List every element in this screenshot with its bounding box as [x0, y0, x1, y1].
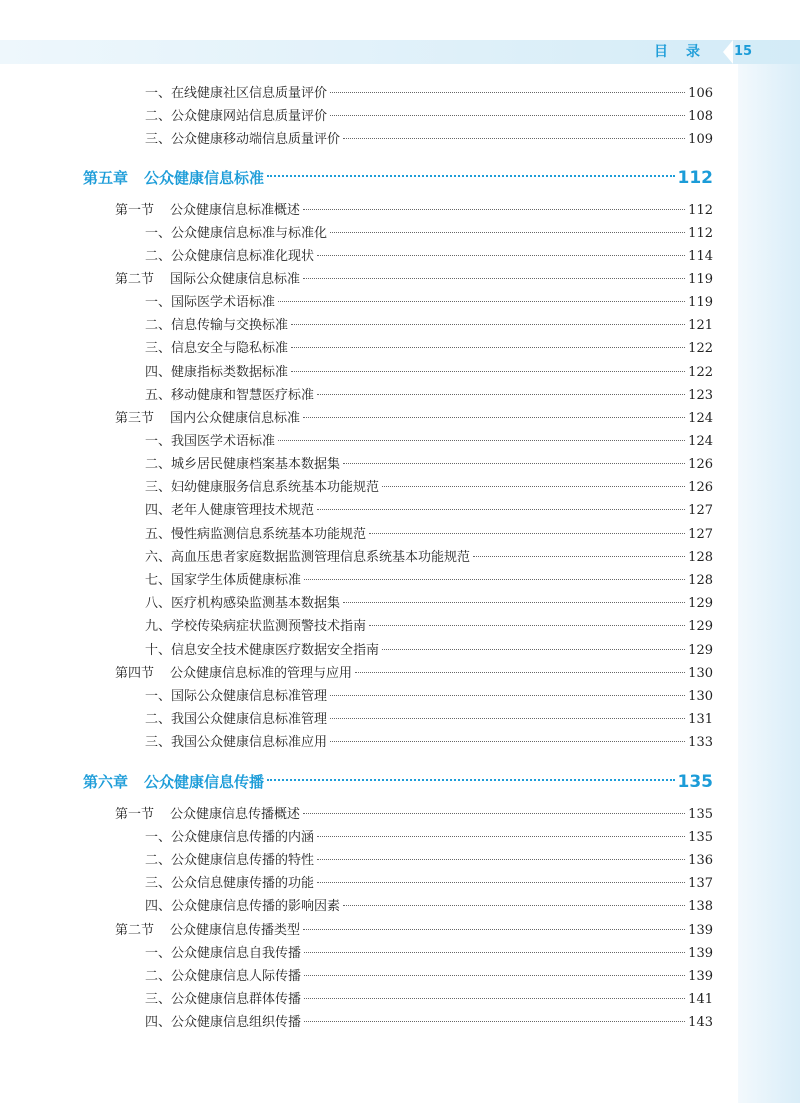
toc-item-entry: [145, 431, 713, 453]
toc-entry-title: 十、信息安全技术健康医疗数据安全指南: [145, 643, 380, 658]
toc-entry-title: 公众健康信息标准的管理与应用: [170, 666, 353, 681]
toc-entry-title: 八、医疗机构感染监测基本数据集: [145, 596, 341, 611]
dot-leader: [317, 836, 685, 837]
toc-entry-number: 第一节: [115, 807, 155, 822]
toc-entry-title: 六、高血压患者家庭数据监测管理信息系统基本功能规范: [145, 550, 471, 565]
toc-entry-page: 119: [688, 295, 713, 310]
dot-leader: [304, 975, 685, 976]
toc-item-entry: [145, 640, 713, 662]
toc-item-entry: [145, 873, 713, 895]
dot-leader: [330, 695, 685, 696]
toc-entry-page: 126: [688, 457, 713, 472]
toc-entry-page: 129: [688, 619, 713, 634]
toc-item-entry: [145, 827, 713, 849]
toc-entry-title: 五、移动健康和智慧医疗标准: [145, 388, 315, 403]
toc-entry-page: 130: [688, 666, 713, 681]
toc-entry-title: 二、公众健康信息传播的特性: [145, 853, 315, 868]
toc-item-entry: [145, 896, 713, 918]
toc-entry-page: 108: [688, 109, 713, 124]
toc-entry-title: 二、城乡居民健康档案基本数据集: [145, 457, 341, 472]
toc-item-entry: [145, 547, 713, 569]
toc-entry-title: 三、信息安全与隐私标准: [145, 341, 289, 356]
toc-entry-page: 139: [688, 946, 713, 961]
toc-entry-page: 141: [688, 992, 713, 1007]
toc-entry-page: 119: [688, 272, 713, 287]
toc-entry-page: 123: [688, 388, 713, 403]
toc-item-entry: [145, 732, 713, 754]
toc-entry-title: 一、公众健康信息标准与标准化: [145, 226, 328, 241]
toc-section-entry: [115, 408, 713, 430]
toc-item-entry: [145, 686, 713, 708]
toc-entry-title: 国内公众健康信息标准: [170, 411, 301, 426]
toc-item-entry: [145, 850, 713, 872]
toc-entry-title: 五、慢性病监测信息系统基本功能规范: [145, 527, 367, 542]
toc-entry-title: 公众健康信息传播概述: [170, 807, 301, 822]
right-margin-band: [738, 64, 800, 1103]
dot-leader: [369, 625, 685, 626]
toc-entry-page: 126: [688, 480, 713, 495]
toc-entry-page: 121: [688, 318, 713, 333]
toc-section-entry: [115, 920, 713, 942]
toc-entry-title: 三、我国公众健康信息标准应用: [145, 735, 328, 750]
toc-entry-page: 139: [688, 969, 713, 984]
toc-entry-title: 一、我国医学术语标准: [145, 434, 276, 449]
toc-entry-title: 三、公众健康信息群体传播: [145, 992, 302, 1007]
toc-entry-title: 九、学校传染病症状监测预警技术指南: [145, 619, 367, 634]
toc-entry-number: 第三节: [115, 411, 155, 426]
dot-leader: [304, 1021, 685, 1022]
toc-entry-title: 一、公众健康信息自我传播: [145, 946, 302, 961]
dot-leader: [267, 779, 674, 781]
dot-leader: [330, 741, 685, 742]
dot-leader: [382, 649, 685, 650]
dot-leader: [343, 905, 685, 906]
dot-leader: [343, 463, 685, 464]
toc-entry-page: 129: [688, 596, 713, 611]
dot-leader: [330, 232, 685, 233]
toc-entry-title: 二、公众健康网站信息质量评价: [145, 109, 328, 124]
toc-section-entry: [115, 269, 713, 291]
toc-entry-title: 三、妇幼健康服务信息系统基本功能规范: [145, 480, 380, 495]
toc-item-entry: [145, 129, 713, 151]
toc-entry-page: 135: [688, 807, 713, 822]
toc-entry-title: 四、公众健康信息传播的影响因素: [145, 899, 341, 914]
toc-chapter-entry: [83, 164, 713, 192]
running-header-title: 目录: [654, 44, 718, 60]
dot-leader: [278, 440, 685, 441]
dot-leader: [304, 998, 685, 999]
toc-entry-page: 122: [688, 341, 713, 356]
toc-entry-number: 第二节: [115, 272, 155, 287]
toc-entry-title: 一、国际医学术语标准: [145, 295, 276, 310]
toc-entry-title: 七、国家学生体质健康标准: [145, 573, 302, 588]
dot-leader: [317, 509, 685, 510]
toc-item-entry: [145, 966, 713, 988]
toc-entry-page: 139: [688, 923, 713, 938]
toc-entry-title: 一、在线健康社区信息质量评价: [145, 86, 328, 101]
toc-entry-page: 138: [688, 899, 713, 914]
toc-item-entry: [145, 616, 713, 638]
toc-entry-page: 136: [688, 853, 713, 868]
toc-entry-page: 112: [688, 226, 713, 241]
toc-entry-page: 130: [688, 689, 713, 704]
toc-entry-title: 公众健康信息标准: [144, 169, 265, 187]
toc-entry-title: 三、公众健康移动端信息质量评价: [145, 132, 341, 147]
dot-leader: [291, 371, 685, 372]
dot-leader: [303, 813, 685, 814]
toc-item-entry: [145, 989, 713, 1011]
toc-item-entry: [145, 83, 713, 105]
toc-section-entry: [115, 804, 713, 826]
dot-leader: [291, 324, 685, 325]
toc-entry-page: 131: [688, 712, 713, 727]
toc-entry-title: 公众健康信息标准概述: [170, 203, 301, 218]
toc-entry-title: 二、信息传输与交换标准: [145, 318, 289, 333]
toc-entry-title: 一、公众健康信息传播的内涵: [145, 830, 315, 845]
toc-entry-page: 106: [688, 86, 713, 101]
toc-entry-page: 135: [688, 830, 713, 845]
toc-section-entry: [115, 200, 713, 222]
toc-item-entry: [145, 454, 713, 476]
toc-entry-page: 112: [688, 203, 713, 218]
toc-entry-number: 第一节: [115, 203, 155, 218]
dot-leader: [303, 929, 685, 930]
dot-leader: [355, 672, 685, 673]
dot-leader: [317, 255, 685, 256]
dot-leader: [382, 486, 685, 487]
dot-leader: [291, 347, 685, 348]
toc-item-entry: [145, 709, 713, 731]
toc-entry-page: 127: [688, 527, 713, 542]
dot-leader: [303, 417, 685, 418]
dot-leader: [304, 952, 685, 953]
toc-item-entry: [145, 106, 713, 128]
toc-item-entry: [145, 246, 713, 268]
toc-entry-title: 四、公众健康信息组织传播: [145, 1015, 302, 1030]
toc-chapter-entry: [83, 768, 713, 796]
dot-leader: [343, 602, 685, 603]
toc-item-entry: [145, 1012, 713, 1034]
toc-item-entry: [145, 338, 713, 360]
dot-leader: [317, 882, 685, 883]
toc-entry-number: 第二节: [115, 923, 155, 938]
header-chevron-decoration: [723, 40, 733, 64]
toc-entry-page: 133: [688, 735, 713, 750]
dot-leader: [343, 138, 685, 139]
toc-entry-title: 一、国际公众健康信息标准管理: [145, 689, 328, 704]
toc-entry-title: 四、老年人健康管理技术规范: [145, 503, 315, 518]
toc-entry-page: 109: [688, 132, 713, 147]
toc-section-entry: [115, 663, 713, 685]
dot-leader: [330, 115, 685, 116]
dot-leader: [278, 301, 685, 302]
toc-entry-number: 第四节: [115, 666, 155, 681]
toc-entry-page: 124: [688, 411, 713, 426]
toc-entry-page: 128: [688, 573, 713, 588]
toc-item-entry: [145, 524, 713, 546]
dot-leader: [369, 533, 685, 534]
toc-entry-title: 三、公众信息健康传播的功能: [145, 876, 315, 891]
toc-entry-number: 第六章: [83, 773, 129, 791]
toc-entry-title: 二、公众健康信息标准化现状: [145, 249, 315, 264]
toc-entry-page: 135: [677, 772, 713, 792]
dot-leader: [267, 175, 674, 177]
toc-entry-page: 127: [688, 503, 713, 518]
toc-entry-title: 公众健康信息传播类型: [170, 923, 301, 938]
toc-entry-page: 129: [688, 643, 713, 658]
toc-item-entry: [145, 500, 713, 522]
toc-entry-title: 公众健康信息传播: [144, 773, 265, 791]
dot-leader: [303, 209, 685, 210]
dot-leader: [317, 394, 685, 395]
toc-entry-title: 二、我国公众健康信息标准管理: [145, 712, 328, 727]
toc-entry-title: 二、公众健康信息人际传播: [145, 969, 302, 984]
dot-leader: [304, 579, 685, 580]
toc-entry-page: 112: [677, 168, 713, 188]
toc-item-entry: [145, 385, 713, 407]
dot-leader: [303, 278, 685, 279]
toc-item-entry: [145, 315, 713, 337]
toc-item-entry: [145, 943, 713, 965]
toc-entry-page: 143: [688, 1015, 713, 1030]
dot-leader: [473, 556, 685, 557]
dot-leader: [330, 718, 685, 719]
toc-item-entry: [145, 223, 713, 245]
toc-entry-page: 122: [688, 365, 713, 380]
toc-entry-page: 124: [688, 434, 713, 449]
toc-entry-number: 第五章: [83, 169, 129, 187]
dot-leader: [317, 859, 685, 860]
toc-entry-title: 四、健康指标类数据标准: [145, 365, 289, 380]
toc-entry-page: 137: [688, 876, 713, 891]
running-header-page-number: 15: [734, 44, 753, 59]
toc-item-entry: [145, 570, 713, 592]
toc-item-entry: [145, 477, 713, 499]
toc-entry-page: 114: [688, 249, 713, 264]
toc-entry-page: 128: [688, 550, 713, 565]
toc-item-entry: [145, 362, 713, 384]
toc-item-entry: [145, 292, 713, 314]
dot-leader: [330, 92, 685, 93]
toc-item-entry: [145, 593, 713, 615]
toc-entry-title: 国际公众健康信息标准: [170, 272, 301, 287]
